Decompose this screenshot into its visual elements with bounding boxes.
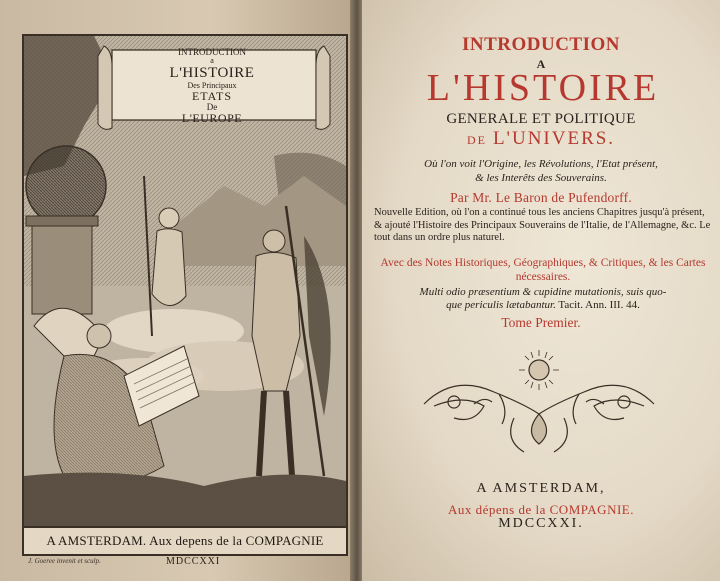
title-univers: L'UNIVERS. [492, 128, 616, 149]
quote-line-2 [374, 299, 712, 312]
frontispiece-imprint: A AMSTERDAM. Aux depens de la COMPAGNIE [24, 526, 346, 554]
edition-note: Nouvelle Edition, où l'on a continué tous les anciens Chapitres jusqu'à présent, & ajouté l'Histoire des Principaux Souverains de l'Italie, de l'Allemagne, &c. Le tout dans un ordre plus naturel. [374, 207, 711, 243]
quote-text: que periculis lætabantur. [446, 299, 556, 311]
title-a: A [536, 57, 546, 71]
banner-line: INTRODUCTION [178, 47, 246, 57]
frontispiece-page [0, 0, 352, 581]
imprint-publisher: Aux dépens de la COMPAGNIE. [448, 502, 634, 517]
frontispiece-banner [132, 44, 292, 152]
title-generale: GENERALE ET POLITIQUE [446, 111, 636, 127]
author-name: Baron de Pufendorff. [513, 190, 632, 205]
subtitle [376, 157, 706, 185]
banner-line: a [210, 56, 214, 66]
frontispiece-date: MDCCXXI [166, 556, 221, 567]
subtitle-line: & les Interêts des Souverains. [475, 172, 607, 184]
tome-label: Tome Premier. [501, 315, 581, 330]
author-line [362, 190, 720, 206]
engraver-credit: J. Goeree invenit et sculp. [28, 557, 101, 565]
banner-line: L'HISTOIRE [169, 64, 255, 81]
banner-line: L'EUROPE [181, 111, 243, 125]
quote-source: Tacit. Ann. III. 44. [555, 299, 640, 311]
sun-garland-ornament-icon [414, 344, 664, 464]
title-de: DE [466, 133, 487, 147]
banner-line: De [206, 101, 218, 112]
author-prefix: Par Mr. Le [450, 190, 514, 205]
notes-line: Avec des Notes Historiques, Géographiques, & Critiques, & les Cartes nécessaires. [380, 257, 706, 283]
engraving-plate [22, 34, 348, 556]
banner-line: ETATS [191, 88, 233, 103]
imprint-city: A AMSTERDAM, [476, 481, 606, 496]
subtitle-line: Où l'on voit l'Origine, les Révolutions, l'Etat présent, [424, 158, 658, 170]
title-page [362, 0, 720, 581]
title-univers-line [362, 128, 720, 150]
banner-line: Des Principaux [187, 80, 237, 90]
imprint-date: MDCCXXI. [498, 516, 584, 531]
latin-quote [374, 286, 712, 312]
title-histoire: L'HISTOIRE [426, 67, 660, 109]
title-introduction: INTRODUCTION [461, 34, 621, 55]
quote-line: Multi odio præsentium & cupidine mutationis, suis quo- [419, 286, 667, 298]
